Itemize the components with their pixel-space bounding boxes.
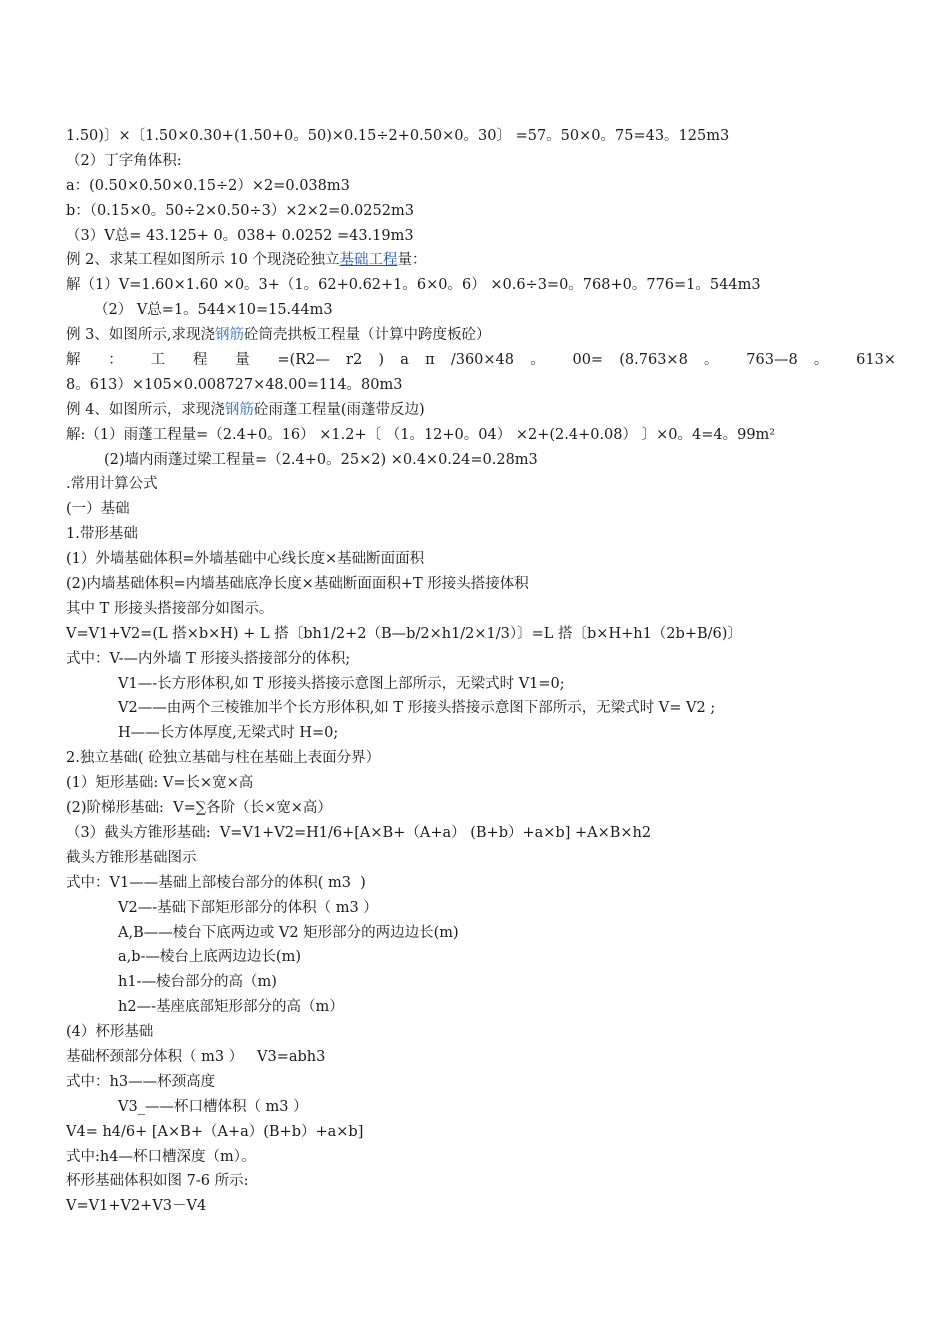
- formula-line: V=V1+V2+V3－V4: [66, 1198, 207, 1215]
- text-line: 基础杯颈部分体积（ m3 ） V3=abh3: [66, 1048, 326, 1065]
- text-line: （2）丁字角体积:: [66, 152, 182, 169]
- text-line: (1）矩形基础: V=长×宽×高: [66, 775, 254, 792]
- example-4-heading: [66, 398, 896, 423]
- rebar-keyword[interactable]: 钢筋: [224, 401, 254, 418]
- document-body: [66, 124, 896, 1219]
- text-line: (2)阶梯形基础: V=∑各阶（长×宽×高）: [66, 800, 332, 817]
- text-line: 式中：V1——基础上部棱台部分的体积( m3 ): [66, 874, 366, 891]
- text-line: (2)墙内雨蓬过梁工程量=（2.4+0。25×2) ×0.4×0.24=0.28m3: [104, 451, 538, 468]
- text-line: 式中:h4—杯口槽深度（m）。: [66, 1148, 256, 1165]
- text-span: 量：: [397, 252, 427, 269]
- example-3-heading: [66, 323, 896, 348]
- text-line: (1）外墙基础体积=外墙基础中心线长度×基础断面面积: [66, 551, 425, 568]
- example-2-heading: [66, 248, 896, 273]
- text-line: 解 ： 工 程 量 =(R2— r2 ) a π /360×48 。 00= (8.763×8 。 763—8 。 613×: [66, 352, 896, 369]
- text-line: 8。613）×105×0.008727×48.00=114。80m3: [66, 376, 403, 393]
- text-line: (4）杯形基础: [66, 1024, 154, 1041]
- text-line: （3）V总= 43.125+ 0。038+ 0.0252 =43.19m3: [66, 227, 414, 244]
- text-line: 1.带形基础: [66, 526, 138, 543]
- text-span: 例 3、如图所示,求现浇: [66, 327, 215, 344]
- text-line: （2） V总=1。544×10=15.44m3: [94, 302, 333, 319]
- text-line: 式中：V-—内外墙 T 形接头搭接部分的体积;: [66, 650, 351, 667]
- text-line: V3_——杯口槽体积（ m3 ）: [118, 1098, 308, 1115]
- text-line: V1—-长方形体积,如 T 形接头搭接示意图上部所示，无梁式时 V1=0;: [118, 675, 565, 692]
- text-line: h2—-基座底部矩形部分的高（m）: [118, 999, 344, 1016]
- text-line: 截头方锥形基础图示: [66, 849, 197, 866]
- rebar-keyword[interactable]: 钢筋: [214, 327, 244, 344]
- text-span: 例 4、如图所示，求现浇: [66, 401, 225, 418]
- text-line: V2—-基础下部矩形部分的体积（ m3 ）: [118, 899, 378, 916]
- text-span: 砼雨蓬工程量(雨蓬带反边): [253, 401, 425, 418]
- text-line: (2)内墙基础体积=内墙基础底净长度×基础断面面积+T 形接头搭接体积: [66, 576, 529, 593]
- formula-line: V=V1+V2=(L 搭×b×H) + L 搭〔bh1/2+2（B—b/2×h1/2×1/3）〕=L 搭〔b×H+h1（2b+B/6)〕: [66, 625, 742, 642]
- text-line: 2.独立基础( 砼独立基础与柱在基础上表面分界）: [66, 750, 381, 767]
- section-heading: .常用计算公式: [66, 476, 158, 493]
- text-line: H——长方体厚度,无梁式时 H=0;: [118, 725, 339, 742]
- text-line: 其中 T 形接头搭接部分如图示。: [66, 600, 274, 617]
- text-line: 解（1）V=1.60×1.60 ×0。3+（1。62+0.62+1。6×0。6） ×0.6÷3=0。768+0。776=1。544m3: [66, 277, 761, 294]
- text-span: 例 2、求某工程如图所示 10 个现浇砼独立: [66, 252, 340, 269]
- formula-line: （3）截头方锥形基础: V=V1+V2=H1/6+[A×B+（A+a） (B+b）+a×b] +A×B×h2: [66, 824, 652, 841]
- text-span: 砼筒壳拱板工程量（计算中跨度板砼）: [243, 327, 491, 344]
- text-line: a：(0.50×0.50×0.15÷2）×2=0.038m3: [66, 177, 350, 194]
- text-line: a,b-—棱台上底两边边长(m): [118, 949, 301, 966]
- text-line: 杯形基础体积如图 7-6 所示:: [66, 1173, 249, 1190]
- foundation-engineering-link[interactable]: 基础工程: [339, 252, 398, 269]
- text-line: 式中：h3——杯颈高度: [66, 1073, 216, 1090]
- text-line: (一）基础: [66, 501, 130, 518]
- text-line: h1-—棱台部分的高（m): [118, 974, 277, 991]
- text-line: A,B——棱台下底两边或 V2 矩形部分的两边边长(m): [118, 924, 459, 941]
- text-line: b：（0.15×0。50÷2×0.50÷3）×2×2=0.0252m3: [66, 202, 414, 219]
- formula-line: V4= h4/6+ [A×B+（A+a）(B+b）+a×b]: [66, 1123, 364, 1140]
- text-line: V2——由两个三棱锥加半个长方形体积,如 T 形接头搭接示意图下部所示，无梁式时 V= V2 ;: [118, 700, 716, 717]
- text-line: 1.50)〕×〔1.50×0.30+(1.50+0。50)×0.15÷2+0.50×0。30〕 =57。50×0。75=43。125m3: [66, 128, 730, 144]
- text-line: 解:（1）雨蓬工程量=（2.4+0。16） ×1.2+〔 （1。12+0。04） ×2+(2.4+0.08） 〕×0。4=4。99m²: [66, 426, 776, 443]
